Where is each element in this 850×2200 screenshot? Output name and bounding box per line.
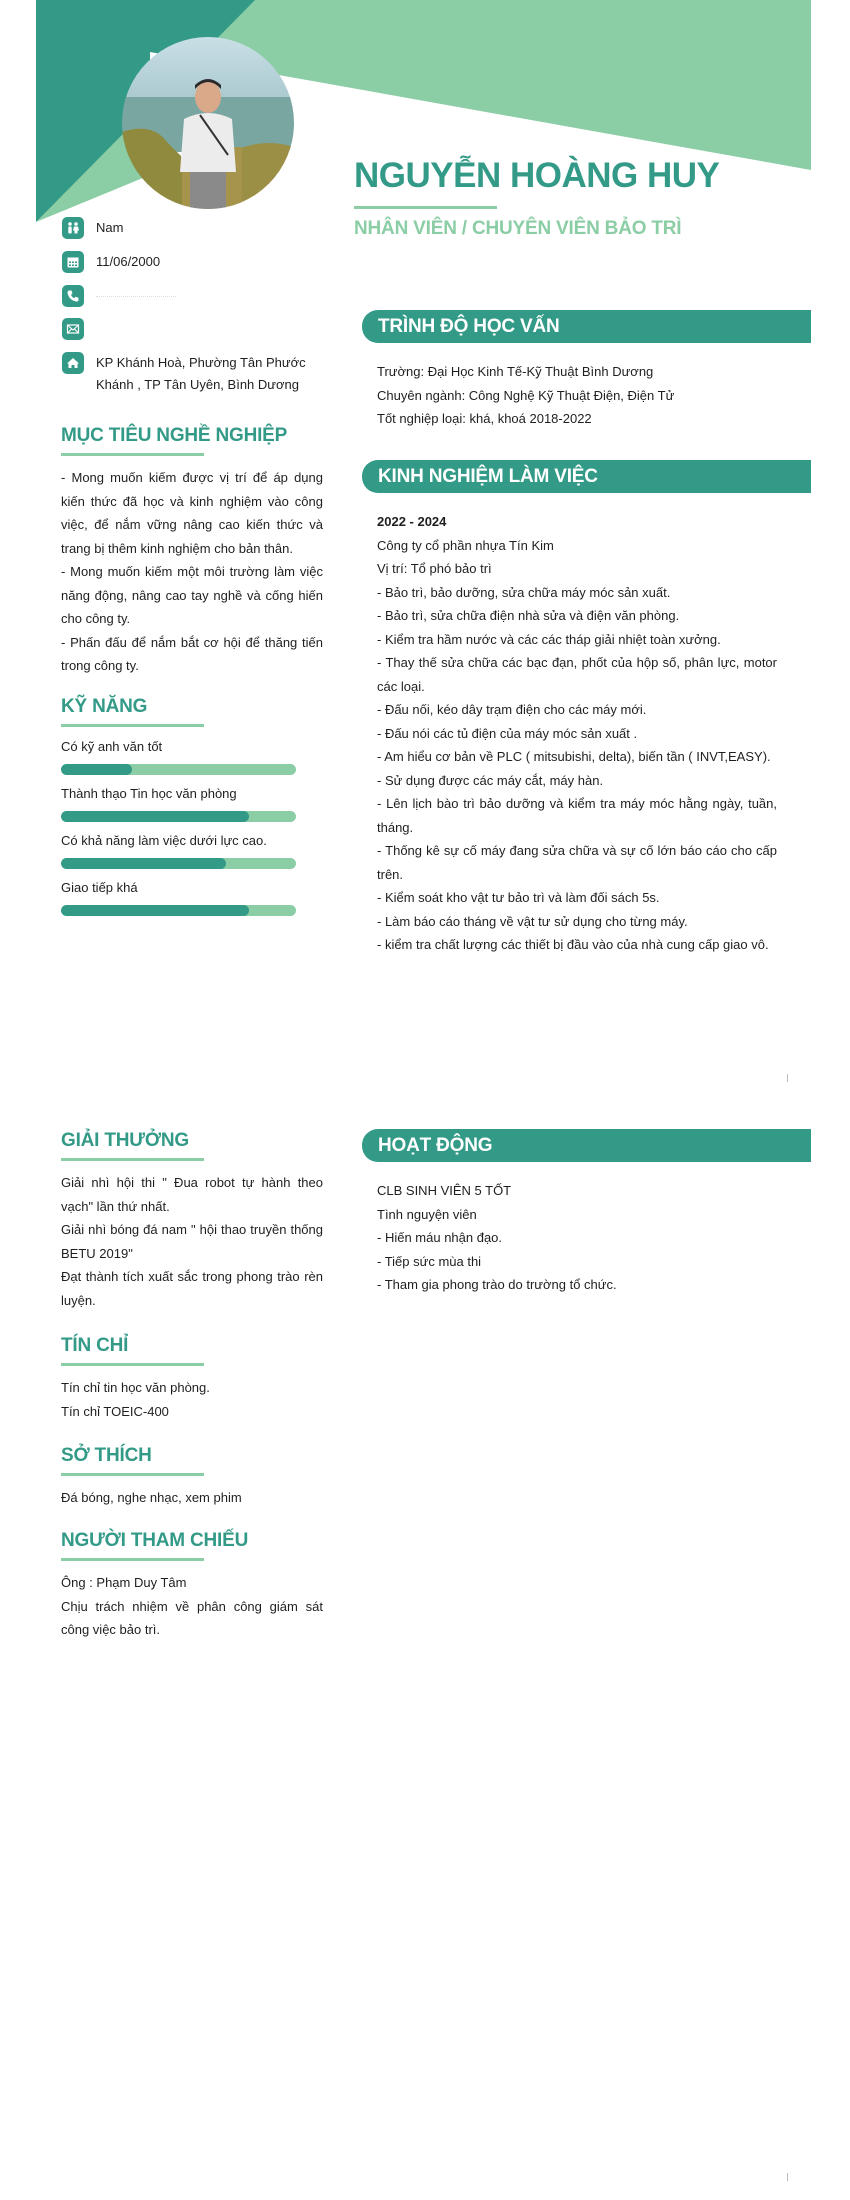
section-header-experience: KINH NGHIỆM LÀM VIỆC [362, 460, 811, 493]
duty: - Sử dụng được các máy cắt, máy hàn. [377, 772, 604, 788]
duty: - Kiểm tra hầm nước và các các tháp giải nhiệt toàn xưởng. [377, 631, 721, 647]
skill-bar [61, 858, 296, 869]
skill-item: Thành thạo Tin học văn phòng [61, 784, 323, 822]
section-header-activities: HOẠT ĐỘNG [362, 1129, 811, 1162]
section-awards: GIẢI THƯỞNG Giải nhì hội thi " Đua robot tự hành theo vạch" lần thứ nhất. Giải nhì bóng đá nam " hội thao truyền thống BETU 2019" Đạt thành tích xuất sắc trong phong trào rèn luyện. [61, 1130, 323, 1308]
experience-body [377, 510, 777, 957]
section-title: KỸ NĂNG [61, 696, 148, 717]
duty: - Lên lịch bào trì bảo dưỡng và kiểm tra máy móc hằng ngày, tuần, tháng. [377, 796, 777, 835]
experience-company: Công ty cổ phần nhựa Tín Kim [377, 537, 554, 553]
skill-item: Giao tiếp khá [61, 878, 323, 916]
page-marker [787, 2173, 788, 2181]
skill-bar-fill [61, 764, 132, 775]
section-references: NGƯỜI THAM CHIẾU Ông : Phạm Duy Tâm Chịu trách nhiệm về phân công giám sát công việc bảo trì. [61, 1530, 323, 1637]
contact-email [62, 318, 332, 340]
gender-icon [62, 217, 84, 239]
email-icon [62, 318, 84, 340]
section-title: NGƯỜI THAM CHIẾU [61, 1530, 249, 1551]
duty: - Bảo trì, sửa chữa điện nhà sửa và điện văn phòng. [377, 608, 680, 623]
experience-period: 2022 - 2024 [377, 514, 447, 529]
duty: - Thống kê sự cố máy đang sửa chữa và sự cố lớn báo cáo cho cấp trên. [377, 843, 777, 882]
skill-bar-fill [61, 858, 226, 869]
section-underline [61, 1158, 204, 1161]
section-title: SỞ THÍCH [61, 1445, 152, 1466]
duty: - kiểm tra chất lượng các thiết bị đầu vào của nhà cung cấp giao vô. [377, 937, 769, 952]
duty: - Đấu nói các tủ điện của máy móc sản xuất . [377, 725, 638, 741]
profile-photo [122, 37, 294, 209]
phone-redacted [96, 285, 176, 297]
duty: - Bảo trì, bảo dưỡng, sửa chữa máy móc sản xuất. [377, 584, 671, 600]
skill-bar [61, 811, 296, 822]
skill-item: Có kỹ anh văn tốt [61, 737, 323, 775]
skill-item: Có khả năng làm việc dưới lực cao. [61, 831, 323, 869]
calendar-icon [62, 251, 84, 273]
section-title: TÍN CHỈ [61, 1335, 129, 1356]
section-underline [61, 1473, 204, 1476]
education-body: Trường: Đại Học Kinh Tế-Kỹ Thuật Bình Dương Chuyên ngành: Công Nghệ Kỹ Thuật Điện, Điện Tử Tốt nghiệp loại: khá, khoá 2018-2022 [377, 364, 675, 426]
section-title: MỤC TIÊU NGHỀ NGHIỆP [61, 425, 288, 446]
duty: - Thay thế sửa chữa các bạc đạn, phốt của hộp số, phân lực, motor các loại. [377, 655, 777, 694]
section-objective: MỤC TIÊU NGHỀ NGHIỆP - Mong muốn kiếm được vị trí để áp dụng kiến thức đã học và kinh nghiệm vào công việc, để nắm vững nâng cao kiến thức và trang bị thêm kinh nghiệm cho bản thân. - Mong muốn kiếm một môi trường làm việc năng động, nâng cao tay nghề và cống hiến cho công ty. - Phấn đấu để nắm bắt cơ hội để thăng tiến trong công ty. [61, 425, 323, 673]
candidate-name: NGUYỄN HOÀNG HUY [354, 156, 720, 195]
home-icon [62, 352, 84, 374]
duty: - Làm báo cáo tháng về vật tư sử dụng cho từng máy. [377, 913, 688, 929]
section-header-education: TRÌNH ĐỘ HỌC VẤN [362, 310, 811, 343]
section-skills [61, 694, 323, 925]
skill-bar [61, 905, 296, 916]
skill-bar [61, 764, 296, 775]
contact-address: KP Khánh Hoà, Phường Tân Phước Khánh , TP Tân Uyên, Bình Dương [62, 352, 332, 396]
duty: - Kiểm soát kho vật tư bảo trì và làm đối sách 5s. [377, 890, 660, 905]
activities-body: CLB SINH VIÊN 5 TỐT Tình nguyện viên - Hiến máu nhận đạo. - Tiếp sức mùa thi - Tham gia phong trào do trường tổ chức. [377, 1183, 617, 1292]
section-underline [61, 1558, 204, 1561]
section-certificates: TÍN CHỈ Tín chỉ tin học văn phòng. Tín chỉ TOEIC-400 [61, 1333, 323, 1423]
section-hobbies: SỞ THÍCH Đá bóng, nghe nhạc, xem phim [61, 1443, 323, 1510]
skill-bar-fill [61, 905, 249, 916]
contact-birthdate: 11/06/2000 [62, 251, 332, 273]
section-title: GIẢI THƯỞNG [61, 1130, 189, 1151]
section-underline [61, 453, 204, 456]
name-underline [354, 206, 497, 209]
skill-bar-fill [61, 811, 249, 822]
contact-gender: Nam [62, 217, 332, 239]
duty: - Am hiểu cơ bản về PLC ( mitsubishi, delta), biến tần ( INVT,EASY). [377, 749, 771, 764]
page-marker [787, 1074, 788, 1082]
section-underline [61, 724, 204, 727]
experience-position: Vị trí: Tổ phó bảo trì [377, 561, 492, 576]
contact-phone [62, 285, 332, 307]
candidate-role: NHÂN VIÊN / CHUYÊN VIÊN BẢO TRÌ [354, 218, 682, 239]
phone-icon [62, 285, 84, 307]
section-underline [61, 1363, 204, 1366]
duty: - Đấu nối, kéo dây trạm điện cho các máy mới. [377, 702, 647, 717]
